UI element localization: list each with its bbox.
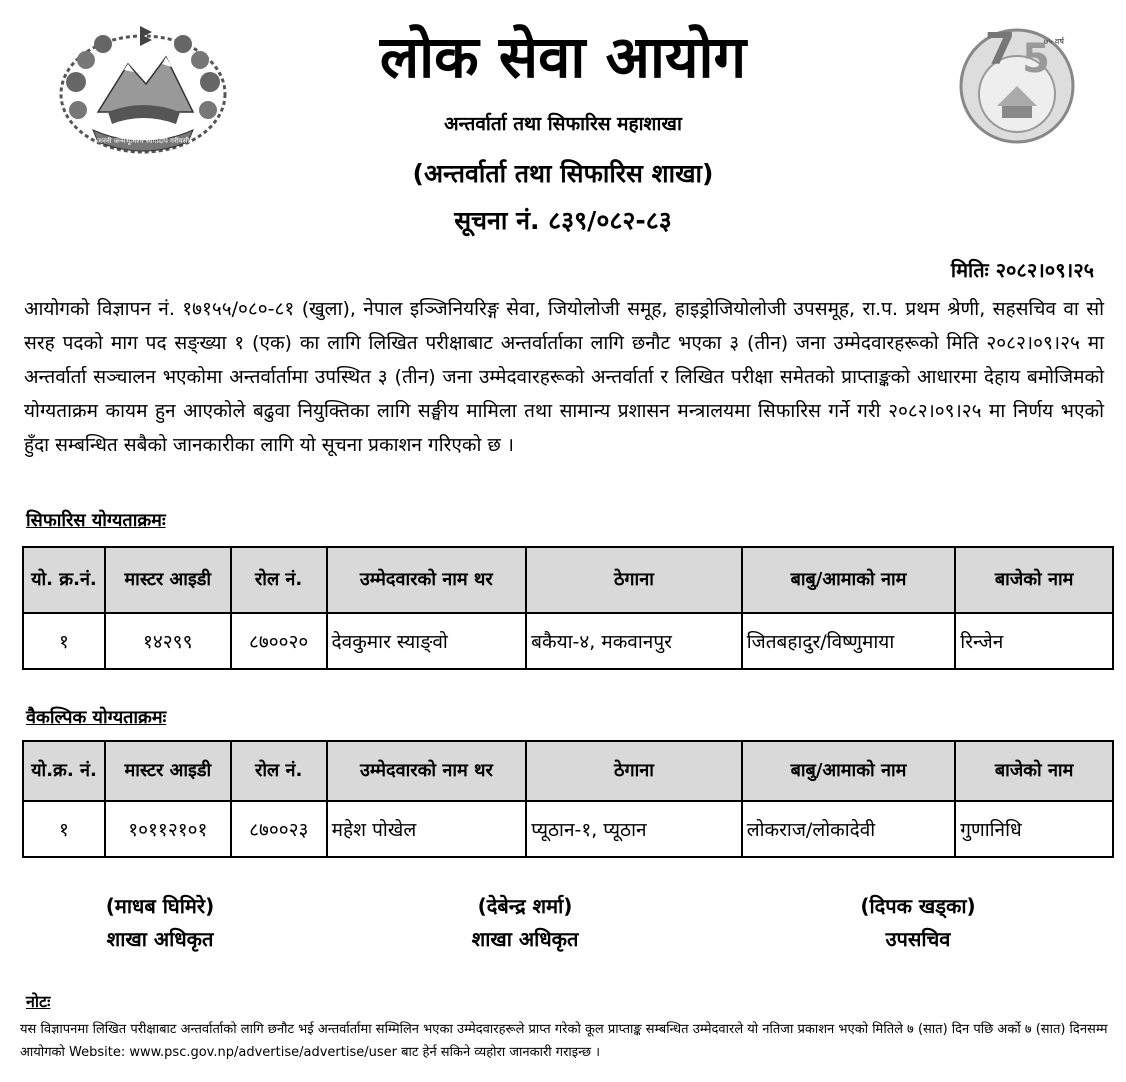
cell-parents: जितबहादुर/विष्णुमाया — [742, 613, 956, 669]
col-header-roll: रोल नं. — [231, 741, 327, 801]
signatory-1 — [10, 890, 310, 956]
cell-roll: ८७००२० — [231, 613, 327, 669]
col-header-parents: बाबु/आमाको नाम — [742, 741, 956, 801]
signatory-3 — [768, 890, 1068, 956]
notice-date: मितिः २०८२।०९।२५ — [950, 258, 1094, 282]
cell-name: महेश पोखेल — [327, 801, 527, 857]
cell-serial: १ — [23, 613, 105, 669]
svg-text:5: 5 — [1022, 36, 1050, 82]
cell-address: बकैया-४, मकवानपुर — [526, 613, 742, 669]
cell-grandfather: रिन्जेन — [955, 613, 1113, 669]
signatory-title: उपसचिव — [885, 927, 951, 951]
recommended-table — [22, 546, 1114, 670]
alternate-table — [22, 740, 1114, 858]
cell-serial: १ — [23, 801, 105, 857]
col-header-master-id: मास्टर आइडी — [105, 547, 231, 613]
section-name: (अन्तर्वार्ता तथा सिफारिस शाखा) — [412, 159, 714, 188]
emblem-motto: जननी जन्मभूमिश्च स्वर्गादपि गरीयसी — [96, 137, 190, 145]
cell-parents: लोकराज/लोकादेवी — [742, 801, 956, 857]
cell-name: देवकुमार स्याङ्वो — [327, 613, 527, 669]
svg-text:7: 7 — [984, 24, 1016, 75]
col-header-parents: बाबु/आमाको नाम — [742, 547, 956, 613]
col-header-roll: रोल नं. — [231, 547, 327, 613]
col-header-serial: यो. क्र.नं. — [23, 547, 105, 613]
notice-number: सूचना नं. ८३९/०८२-८३ — [454, 206, 672, 235]
cell-master-id: १०११२१०१ — [105, 801, 231, 857]
cell-grandfather: गुणानिधि — [955, 801, 1113, 857]
cell-roll: ८७००२३ — [231, 801, 327, 857]
col-header-grandfather: बाजेको नाम — [955, 547, 1113, 613]
table-row — [23, 613, 1113, 669]
anniversary-label: ७५ वर्ष — [1044, 37, 1064, 46]
signatory-name: (माधब घिमिरे) — [105, 894, 215, 918]
note-text: यस विज्ञापनमा लिखित परीक्षाबाट अन्तर्वार्ताको लागि छनौट भई अन्तर्वार्तामा सम्मिलिन भएका उम्मेदवारहरूले प्राप्त गरेको कूल प्राप्ताङ्क सम्बन्धित उम्मेदवारले यो नतिजा प्रकाशन भएको मितिले ७ (सात) दिन पछि अर्को ७ (सात) दिनसम्म आयोगको Website: www.psc.gov.np/advertise/advertise/user बाट हेर्न सकिने व्यहोरा जानकारी गराइन्छ । — [20, 1022, 1108, 1060]
signatory-2 — [375, 890, 675, 956]
col-header-name: उम्मेदवारको नाम थर — [327, 547, 527, 613]
signatory-name: (दिपक खड्का) — [860, 894, 976, 918]
col-header-address: ठेगाना — [526, 547, 742, 613]
notice-body: आयोगको विज्ञापन नं. १७१५५/०८०-८१ (खुला), नेपाल इञ्जिनियरिङ्ग सेवा, जियोलोजी समूह, हाइड्रोजियोलोजी उपसमूह, रा.प. प्रथम श्रेणी, सहसचिव वा सो सरह पदको माग पद सङ्ख्या १ (एक) का लागि लिखित परीक्षाबाट अन्तर्वार्ताका लागि छनौट भएका ३ (तीन) जना उम्मेदवारहरूको मिति २०८२।०९।२५ मा अन्तर्वार्ता सञ्चालन भएकोमा अन्तर्वार्तामा उपस्थित ३ (तीन) जना उम्मेदवारहरूको अन्तर्वार्ता र लिखित परीक्षा समेतको प्राप्ताङ्कको आधारमा देहाय बमोजिमको योग्यताक्रम कायम हुन आएकोले बढुवा नियुक्तिका लागि सङ्घीय मामिला तथा सामान्य प्रशासन मन्त्रालयमा सिफारिस गर्ने गरी २०८२।०९।२५ मा निर्णय भएको हुँदा सम्बन्धित सबैको जानकारीका लागि यो सूचना प्रकाशन गरिएको छ । — [24, 298, 1104, 456]
signatory-name: (देबेन्द्र शर्मा) — [477, 894, 573, 918]
note-title: नोटः — [26, 992, 51, 1011]
col-header-master-id: मास्टर आइडी — [105, 741, 231, 801]
division-name: अन्तर्वार्ता तथा सिफारिस महाशाखा — [444, 113, 682, 135]
signatory-title: शाखा अधिकृत — [106, 927, 214, 951]
cell-master-id: १४२९९ — [105, 613, 231, 669]
table-row — [23, 801, 1113, 857]
signatory-title: शाखा अधिकृत — [471, 927, 579, 951]
col-header-grandfather: बाजेको नाम — [955, 741, 1113, 801]
cell-address: प्यूठान-१, प्यूठान — [526, 801, 742, 857]
alternate-title: वैकल्पिक योग्यताक्रमः — [26, 707, 167, 728]
col-header-name: उम्मेदवारको नाम थर — [327, 741, 527, 801]
col-header-address: ठेगाना — [526, 741, 742, 801]
recommended-title: सिफारिस योग्यताक्रमः — [26, 510, 166, 531]
page-title: लोक सेवा आयोग — [379, 23, 747, 91]
col-header-serial: यो.क्र. नं. — [23, 741, 105, 801]
